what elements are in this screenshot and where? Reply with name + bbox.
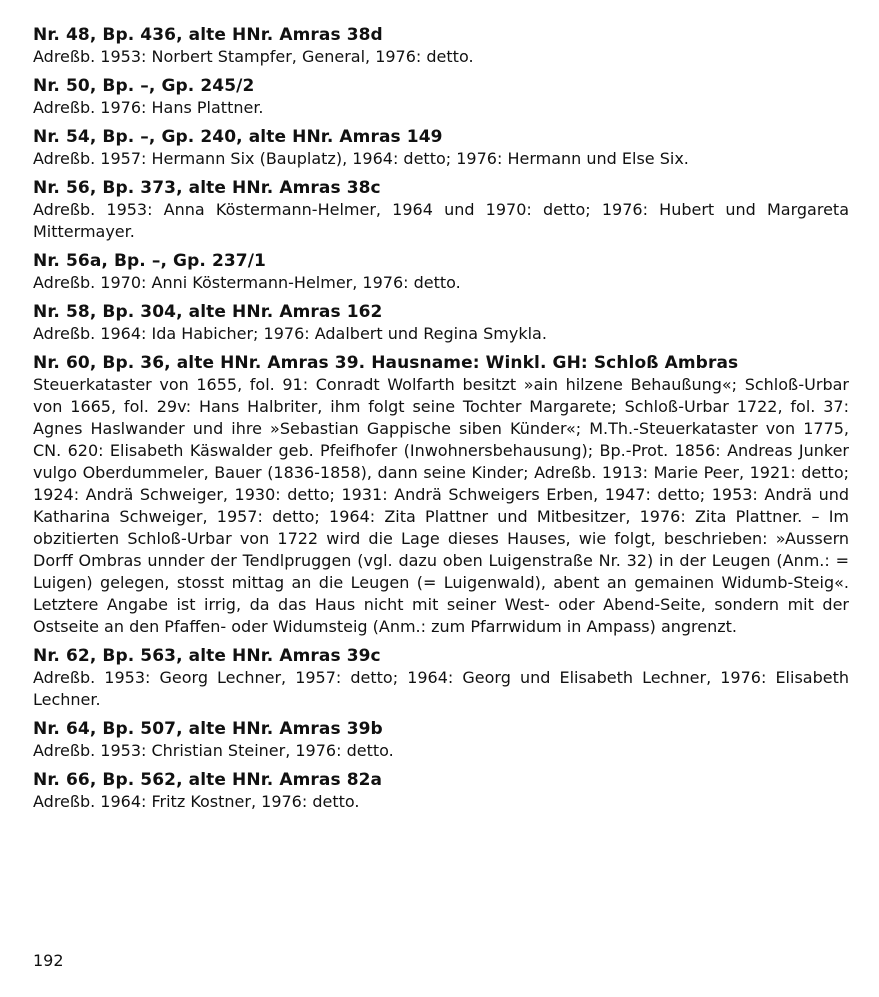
document-page <box>33 25 849 821</box>
entry-nr-62 <box>33 646 849 711</box>
entry-text: Adreßb. 1957: Hermann Six (Bauplatz), 1964: detto; 1976: Hermann und Else Six. <box>33 149 689 168</box>
entry-heading: Nr. 58, Bp. 304, alte HNr. Amras 162 <box>33 302 383 322</box>
entry-text: Adreßb. 1976: Hans Plattner. <box>33 98 264 117</box>
entry-heading: Nr. 50, Bp. –, Gp. 245/2 <box>33 76 255 96</box>
page-number: 192 <box>33 951 64 970</box>
entry-nr-54 <box>33 127 849 170</box>
entry-nr-50 <box>33 76 849 119</box>
entry-heading: Nr. 54, Bp. –, Gp. 240, alte HNr. Amras 149 <box>33 127 443 147</box>
entry-text: Steuerkataster von 1655, fol. 91: Conradt Wolfarth besitzt »ain hilzene Behaußung«; Schloß-Urbar von 1665, fol. 29v: Hans Halbriter, ihm folgt seine Tochter Margarete; Schloß-Urbar 1722, fol. 37: Agnes Haslwander und ihre »Sebastian Gappische siben Künder«; M.Th.-Steuerkataster von 1775, CN. 620: Elisabeth Käswalder geb. Pfeifhofer (Inwohnersbehausung); Bp.-Prot. 1856: Andreas Junker vulgo Oberdummeler, Bauer (1836-1858), dann seine Kinder; Adreßb. 1913: Marie Peer, 1921: detto; 1924: Andrä Schweiger, 1930: detto; 1931: Andrä Schweigers Erben, 1947: detto; 1953: Andrä und Katharina Schweiger, 1957: detto; 1964: Zita Plattner und Mitbesitzer, 1976: Zita Plattner. – Im obzitierten Schloß-Urbar von 1722 wird die Lage dieses Hauses, wie folgt, beschrieben: »Aussern Dorff Ombras unnder der Tendlpruggen (vgl. dazu oben Luigenstraße Nr. 32) in der Leugen (Anm.: = Luigen) gelegen, stosst mittag an die Leugen (= Luigenwald), abent an gemainen Widumb-Steig«. Letztere Angabe ist irrig, da das Haus nicht mit seiner West- oder Abend-Seite, sondern mit der Ostseite an den Pfaffen- oder Widumsteig (Anm.: zum Pfarrwidum in Ampass) angrenzt. <box>33 375 849 636</box>
entry-nr-64 <box>33 719 849 762</box>
entry-text: Adreßb. 1953: Christian Steiner, 1976: detto. <box>33 741 394 760</box>
entry-text: Adreßb. 1970: Anni Köstermann-Helmer, 1976: detto. <box>33 273 461 292</box>
entry-heading: Nr. 56a, Bp. –, Gp. 237/1 <box>33 251 266 271</box>
entry-nr-66 <box>33 770 849 813</box>
entry-nr-48 <box>33 25 849 68</box>
entry-heading: Nr. 62, Bp. 563, alte HNr. Amras 39c <box>33 646 381 666</box>
entry-nr-60 <box>33 353 849 638</box>
entry-text: Adreßb. 1964: Fritz Kostner, 1976: detto. <box>33 792 360 811</box>
entry-heading: Nr. 66, Bp. 562, alte HNr. Amras 82a <box>33 770 383 790</box>
entry-nr-56 <box>33 178 849 243</box>
entry-heading: Nr. 56, Bp. 373, alte HNr. Amras 38c <box>33 178 381 198</box>
entry-text: Adreßb. 1953: Norbert Stampfer, General, 1976: detto. <box>33 47 474 66</box>
entry-text: Adreßb. 1964: Ida Habicher; 1976: Adalbert und Regina Smykla. <box>33 324 547 343</box>
entry-heading: Nr. 48, Bp. 436, alte HNr. Amras 38d <box>33 25 383 45</box>
entry-nr-56a <box>33 251 849 294</box>
entry-nr-58 <box>33 302 849 345</box>
entry-heading: Nr. 60, Bp. 36, alte HNr. Amras 39. Hausname: Winkl. GH: Schloß Ambras <box>33 353 739 373</box>
entry-text: Adreßb. 1953: Anna Köstermann-Helmer, 1964 und 1970: detto; 1976: Hubert und Margareta Mittermayer. <box>33 200 849 241</box>
entry-text: Adreßb. 1953: Georg Lechner, 1957: detto; 1964: Georg und Elisabeth Lechner, 1976: Elisabeth Lechner. <box>33 668 849 709</box>
entry-heading: Nr. 64, Bp. 507, alte HNr. Amras 39b <box>33 719 383 739</box>
